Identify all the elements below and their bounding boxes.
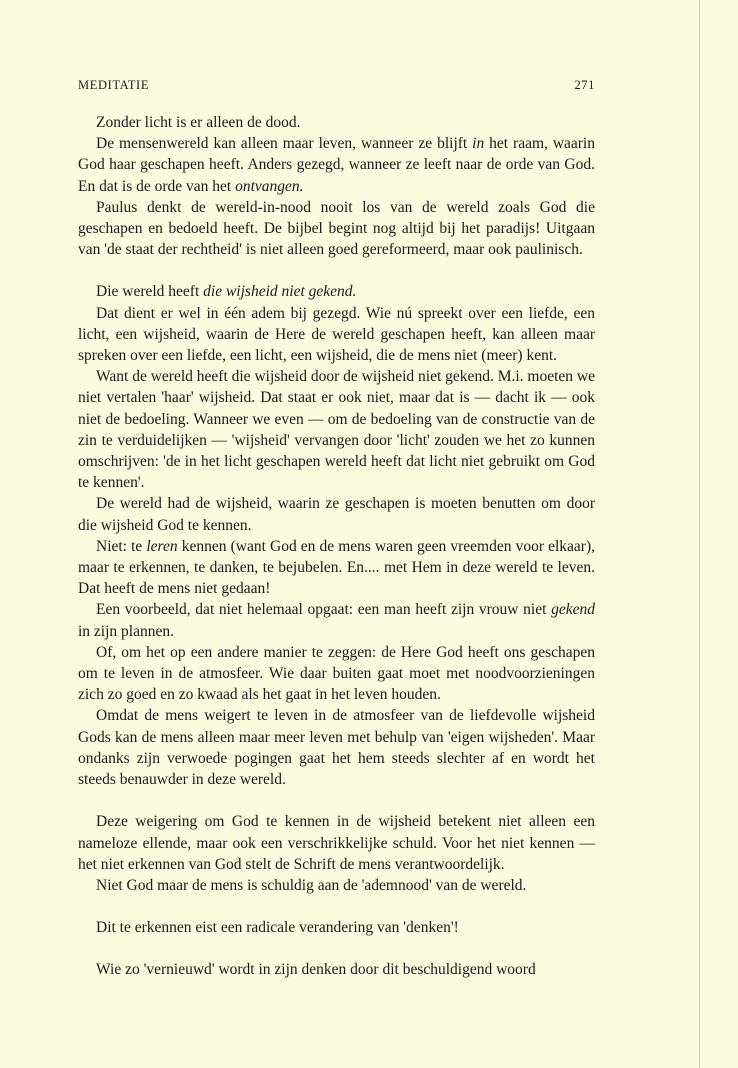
text-segment: Wie zo 'vernieuwd' wordt in zijn denken door dit beschuldigend woord [96,961,536,979]
paragraph [78,811,595,875]
text-segment: Omdat de mens weigert te leven in de atmosfeer van de liefdevolle wijsheid Gods kan de mens alleen maar meer leven met behulp van 'eigen wijsheden'. Maar ondanks zijn verwoede pogingen gaat het hem steeds slechter af en wordt het steeds benauwder in deze wereld. [78,707,595,789]
italic-text: die wijsheid niet gekend. [203,283,357,301]
paragraph [78,705,595,790]
text-segment: Of, om het op een andere manier te zeggen: de Here God heeft ons geschapen om te leven in de atmosfeer. Wie daar buiten gaat moet met noodvoorzieningen zich zo goed en zo kwaad als het gaat in het leven houden. [78,643,595,704]
paragraph [78,133,595,197]
paragraph [78,917,595,938]
text-segment: Niet God maar de mens is schuldig aan de 'ademnood' van de wereld. [96,876,527,894]
section-gap [78,938,595,959]
paragraph [78,642,595,706]
paragraph [78,959,595,980]
text-segment: het raam, waarin God haar geschapen heeft. Anders gezegd, wanneer ze leeft naar de orde van God. En dat is de orde van het [78,135,595,195]
italic-text: leren [146,537,178,555]
text-segment: Niet: te [96,537,147,555]
paragraph [78,536,595,600]
paragraph [78,493,595,535]
text-segment: Want de wereld heeft die wijsheid door de wijsheid niet gekend. M.i. moeten we niet vertalen 'haar' wijsheid. Dat staat er ook niet, maar dat is — dacht ik — ook niet de bedoeling. Wanneer we even — om de bedoeling van de constructie van de zin te verduidelijken — 'wijsheid' vervangen door 'licht' zouden we het zo kunnen omschrijven: 'de in het licht geschapen wereld heeft dat licht niet gebruikt om God te kennen'. [78,368,595,492]
text-segment: in zijn plannen. [78,622,174,640]
page-number: 271 [574,78,595,92]
text-segment: Die wereld heeft [96,283,204,301]
page-edge-line [699,0,700,1068]
paragraph [78,599,595,641]
paragraph [78,112,595,133]
italic-text: ontvangen. [235,177,304,195]
section-gap [78,790,595,811]
text-segment: Dit te erkennen eist een radicale verandering van 'denken'! [96,919,459,937]
section-gap [78,896,595,917]
running-head-title: MEDITATIE [78,78,150,92]
section-gap [78,260,595,281]
paragraph [78,366,595,493]
text-segment: De wereld had de wijsheid, waarin ze geschapen is moeten benutten om door die wijsheid God te kennen. [78,495,595,534]
paragraph [78,875,595,896]
text-segment: Dat dient er wel in één adem bij gezegd. Wie nú spreekt over een liefde, een licht, een wijsheid, waarin de Here de wereld geschapen heeft, kan alleen maar spreken over een liefde, een licht, een wijsheid, die de mens niet (meer) kent. [78,304,595,365]
paragraph [78,281,595,302]
text-segment: Deze weigering om God te kennen in de wijsheid betekent niet alleen een nameloze ellende, maar ook een verschrikkelijke schuld. Voor het niet kennen — het niet erkennen van God stelt de Schrift de mens verantwoordelijk. [78,813,595,873]
italic-text: gekend [551,601,595,619]
text-segment: kennen (want God en de mens waren geen vreemden voor elkaar), maar te erkennen, te danken, te bejubelen. En.... met Hem in deze wereld te leven. Dat heeft de mens niet gedaan! [78,537,595,598]
text-segment: Een voorbeeld, dat niet helemaal opgaat: een man heeft zijn vrouw niet [96,601,552,619]
paragraph [78,303,595,367]
text-segment: Zonder licht is er alleen de dood. [96,114,301,131]
paragraph [78,197,595,261]
body-text [78,112,595,981]
text-segment: De mensenwereld kan alleen maar leven, wanneer ze blijft [96,135,473,153]
italic-text: in [472,135,485,153]
text-segment: Paulus denkt de wereld-in-nood nooit los van de wereld zoals God die geschapen en bedoeld heeft. De bijbel begint nog altijd bij het paradijs! Uitgaan van 'de staat der rechtheid' is niet alleen goed gereformeerd, maar ook paulinisch. [78,198,595,259]
